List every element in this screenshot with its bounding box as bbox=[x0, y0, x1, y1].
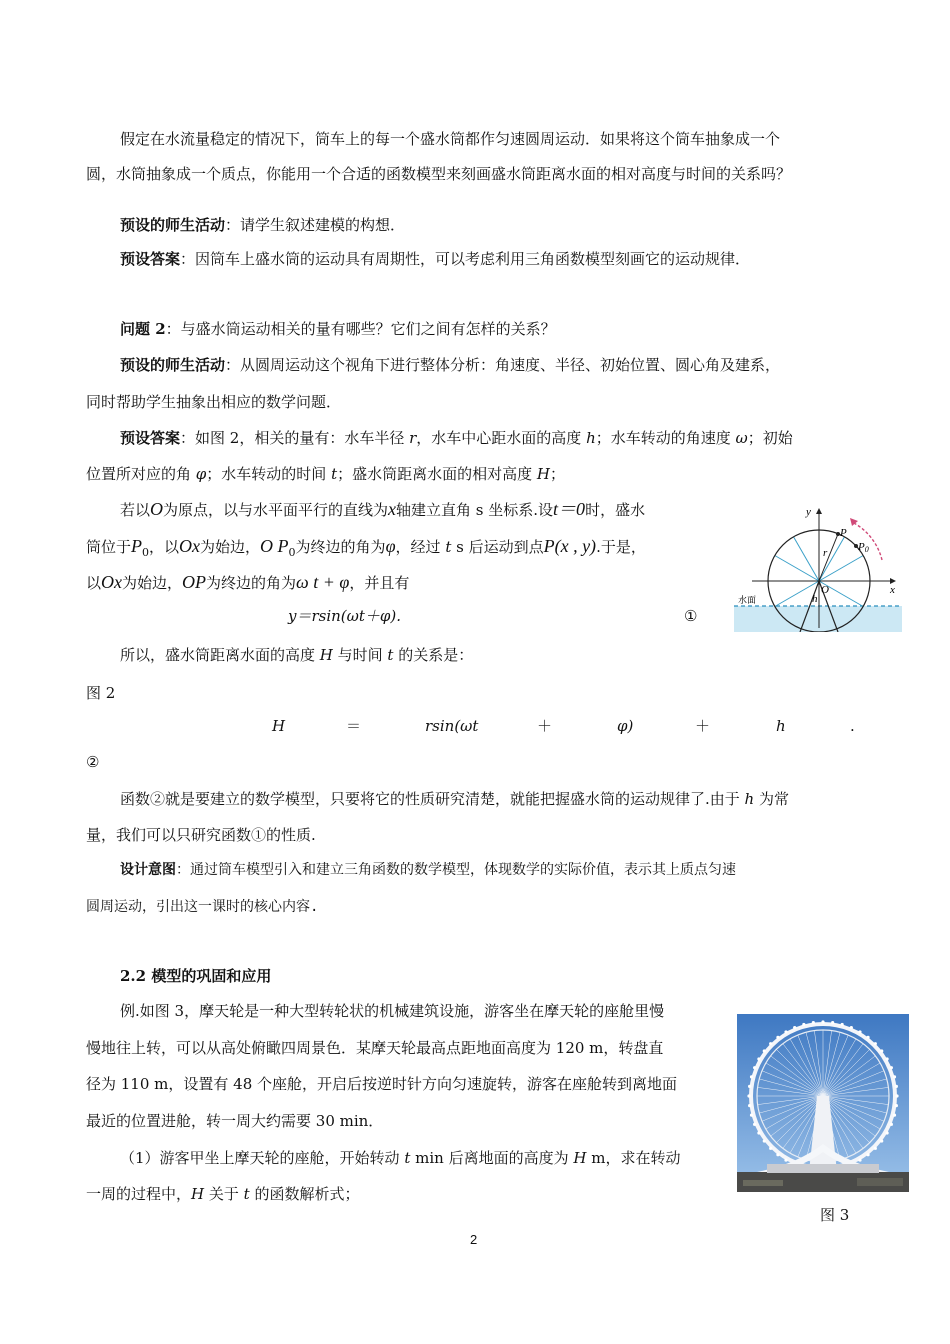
section-heading: 2.2 模型的巩固和应用 bbox=[120, 967, 272, 985]
cabin bbox=[802, 1023, 805, 1026]
cabin bbox=[890, 1066, 893, 1069]
paragraph-line: 筒位于$P_0$，以Ox为始边，O $P_0$为终边的角为φ，经过 t s 后运动到点P(x , y).于是， bbox=[86, 536, 646, 559]
equation-2-plus: ＋ bbox=[695, 717, 711, 735]
equation-2-rsin: rsin(ωt bbox=[425, 717, 479, 735]
example-question: （1）游客甲坐上摩天轮的座舱，开始转动 t min 后离地面的高度为 H m，求在转动 bbox=[120, 1149, 681, 1167]
cabin bbox=[841, 1023, 844, 1026]
intent-line: 圆周运动，引出这一课时的核心内容. bbox=[86, 899, 319, 915]
page-number: 2 bbox=[470, 1232, 478, 1247]
example-line: 径为 110 m，设置有 48 个座舱，开启后按逆时针方向匀速旋转，游客在座舱转到离地面 bbox=[86, 1075, 678, 1093]
cabin bbox=[885, 1057, 888, 1060]
cabin bbox=[885, 1131, 888, 1134]
bridge-deck bbox=[767, 1164, 879, 1173]
activity-line: 预设的师生活动：请学生叙述建模的构想． bbox=[120, 216, 406, 234]
cabin bbox=[866, 1036, 869, 1039]
cabin bbox=[769, 1147, 772, 1150]
water-wheel-svg bbox=[732, 500, 904, 632]
figure-2-caption: 图 2 bbox=[86, 684, 116, 702]
equation-2-plus: ＋ bbox=[537, 717, 553, 735]
rotation-arrow bbox=[852, 522, 882, 560]
cabin bbox=[793, 1026, 796, 1029]
cabin bbox=[890, 1123, 893, 1126]
answer-line: 位置所对应的角 φ；水车转动的时间 t；盛水筒距离水面的相对高度 H； bbox=[86, 465, 565, 483]
radius-op bbox=[819, 534, 838, 581]
equation-2-dot: . bbox=[850, 717, 855, 735]
cabin bbox=[750, 1114, 753, 1117]
paragraph-line: 所以，盛水筒距离水面的高度 H 与时间 t 的关系是： bbox=[120, 646, 474, 664]
label-r: r bbox=[823, 547, 828, 559]
cabin bbox=[880, 1049, 883, 1052]
cabin bbox=[750, 1075, 753, 1078]
cabin bbox=[858, 1158, 861, 1161]
question-line: 问题 2：与盛水筒运动相关的量有哪些？它们之间有怎样的关系？ bbox=[120, 320, 556, 338]
activity-line: 同时帮助学生抽象出相应的数学问题． bbox=[86, 393, 342, 411]
cabin bbox=[776, 1036, 779, 1039]
cabin bbox=[784, 1158, 787, 1161]
equation-2-h: h bbox=[776, 717, 786, 735]
figure-2-diagram bbox=[732, 500, 904, 632]
equation-2-equals: ＝ bbox=[346, 717, 362, 735]
paragraph-line: 函数②就是要建立的数学模型，只要将它的性质研究清楚，就能把握盛水筒的运动规律了.由于 h 为常 bbox=[120, 790, 789, 808]
cabin bbox=[757, 1057, 760, 1060]
figure-3-caption: 图 3 bbox=[820, 1206, 850, 1224]
paragraph-line: 量，我们可以只研究函数①的性质. bbox=[86, 826, 316, 844]
ferris-wheel-svg bbox=[737, 1014, 909, 1192]
cabin bbox=[895, 1085, 898, 1088]
example-line: 最近的位置进舱，转一周大约需要 30 min． bbox=[86, 1112, 384, 1130]
activity-line: 预设的师生活动：从圆周运动这个视角下进行整体分析：角速度、半径、初始位置、圆心角及建系， bbox=[120, 356, 781, 374]
equation-2-number: ② bbox=[86, 753, 100, 771]
cabin bbox=[753, 1123, 756, 1126]
water-area bbox=[734, 606, 902, 632]
equation-2-H: H bbox=[272, 717, 286, 735]
paragraph-line: 若以O为原点，以与水平面平行的直线为x轴建立直角 s 坐标系.设t＝0时，盛水 bbox=[120, 499, 646, 519]
equation-2-phi: φ) bbox=[617, 717, 634, 735]
building bbox=[857, 1178, 903, 1186]
cabin bbox=[748, 1104, 751, 1107]
equation-1-number: ① bbox=[684, 607, 698, 625]
label-o: O bbox=[821, 584, 829, 596]
cabin bbox=[850, 1026, 853, 1029]
cabin bbox=[757, 1131, 760, 1134]
intent-line: 设计意图：通过筒车模型引入和建立三角函数的数学模型，体现数学的实际价值，表示其上质点匀速 bbox=[120, 862, 736, 878]
cabin bbox=[784, 1030, 787, 1033]
paragraph-line: 圆，水筒抽象成一个质点，你能用一个合适的函数模型来刻画盛水筒距离水面的相对高度与时间的关系吗？ bbox=[86, 165, 792, 183]
label-p: P bbox=[840, 527, 847, 539]
cabin bbox=[821, 1020, 824, 1023]
cabin bbox=[763, 1049, 766, 1052]
cabin bbox=[880, 1139, 883, 1142]
paragraph-line: 以Ox为始边，OP为终边的角为ω t + φ，并且有 bbox=[86, 572, 410, 592]
label-h: h bbox=[812, 593, 818, 605]
cabin bbox=[895, 1104, 898, 1107]
rotation-arrow-head bbox=[850, 518, 858, 526]
cabin bbox=[858, 1030, 861, 1033]
example-line: 慢地往上转，可以从高处俯瞰四周景色．某摩天轮最高点距地面高度为 120 m，转盘直 bbox=[86, 1039, 664, 1057]
cabin bbox=[893, 1114, 896, 1117]
label-water: 水面 bbox=[738, 595, 757, 605]
label-y: y bbox=[806, 506, 811, 518]
answer-line: 预设答案：如图 2，相关的量有：水车半径 r，水车中心距水面的高度 h；水车转动的角速度 ω；初始 bbox=[120, 429, 793, 447]
example-line: 例.如图 3，摩天轮是一种大型转轮状的机械建筑设施，游客坐在摩天轮的座舱里慢 bbox=[120, 1002, 665, 1020]
cabin bbox=[769, 1042, 772, 1045]
equation-1: y＝rsin(ωt＋φ). bbox=[288, 607, 402, 625]
cabin bbox=[893, 1075, 896, 1078]
cabin bbox=[874, 1147, 877, 1150]
example-question: 一周的过程中，H 关于 t 的函数解析式； bbox=[86, 1185, 360, 1203]
cabin bbox=[747, 1094, 750, 1097]
building bbox=[743, 1180, 783, 1186]
cabin bbox=[874, 1042, 877, 1045]
cabin bbox=[753, 1066, 756, 1069]
cabin bbox=[831, 1021, 834, 1024]
cabin bbox=[763, 1139, 766, 1142]
cabin bbox=[748, 1085, 751, 1088]
label-p0: P0 bbox=[858, 541, 869, 554]
label-x: x bbox=[890, 584, 895, 596]
cabin bbox=[895, 1094, 898, 1097]
cabin bbox=[812, 1021, 815, 1024]
paragraph-line: 假定在水流量稳定的情况下，筒车上的每一个盛水筒都作匀速圆周运动．如果将这个筒车抽象成一个 bbox=[120, 130, 781, 148]
answer-line: 预设答案：因筒车上盛水筒的运动具有周期性，可以考虑利用三角函数模型刻画它的运动规律． bbox=[120, 250, 751, 268]
cabin bbox=[866, 1153, 869, 1156]
figure-3-photo bbox=[737, 1014, 909, 1192]
y-axis-arrow bbox=[816, 508, 822, 514]
cabin bbox=[776, 1153, 779, 1156]
